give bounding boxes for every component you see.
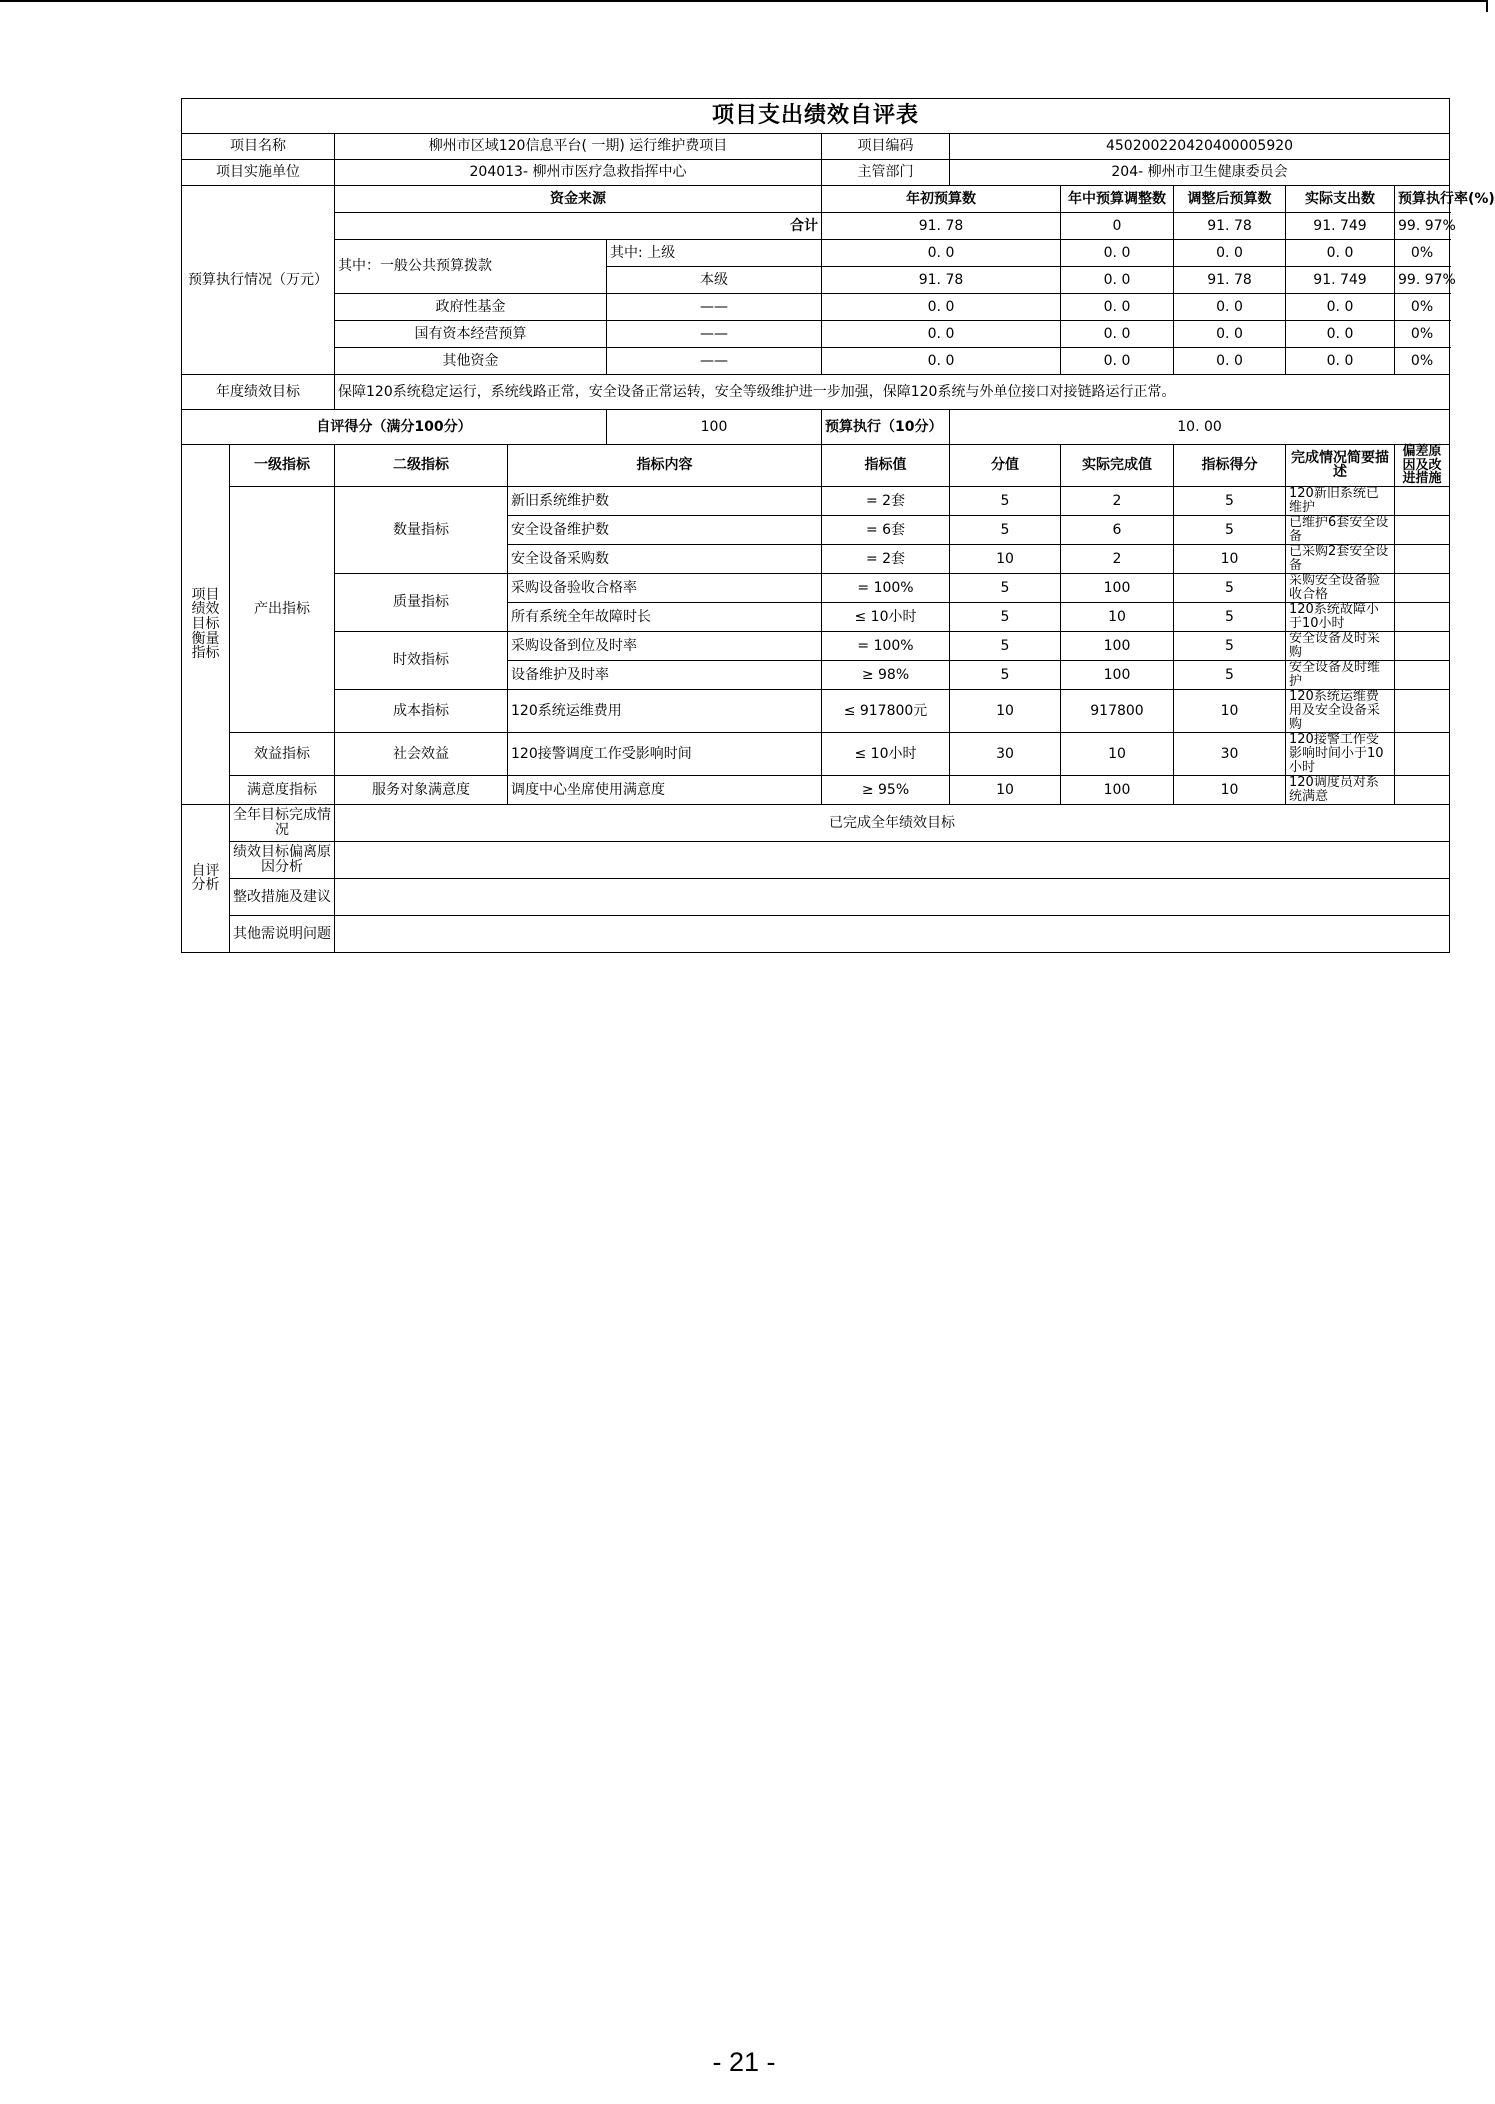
- self-score-label: 自评得分（满分100分）: [182, 410, 607, 445]
- indicator-deviation: [1395, 544, 1450, 573]
- budget-total-initial: 91. 78: [822, 213, 1061, 240]
- budget-upper-initial: 0. 0: [822, 240, 1061, 267]
- indicator-target: ≤ 917800元: [822, 689, 950, 732]
- budget-header-source: 资金来源: [335, 186, 822, 213]
- indicator-points: 5: [950, 515, 1061, 544]
- budget-header-adjusted: 调整后预算数: [1174, 186, 1286, 213]
- indicator-score: 5: [1174, 515, 1286, 544]
- project-name-value: 柳州市区域120信息平台( 一期) 运行维护费项目: [335, 134, 822, 160]
- self-score-value: 100: [607, 410, 822, 445]
- indicator-actual: 100: [1061, 573, 1174, 602]
- budget-upper-actual: 0. 0: [1286, 240, 1395, 267]
- indicator-score: 5: [1174, 573, 1286, 602]
- budget-upper-adjustment: 0. 0: [1061, 240, 1174, 267]
- indicator-target: = 2套: [822, 544, 950, 573]
- indicator-description: 120接警工作受影响时间小于10小时: [1286, 732, 1395, 775]
- indicator-description: 已维护6套安全设备: [1286, 515, 1395, 544]
- social-benefit-label: 社会效益: [335, 732, 508, 775]
- service-satisfaction-label: 服务对象满意度: [335, 775, 508, 804]
- project-code-label: 项目编码: [822, 134, 950, 160]
- completion-label: 全年目标完成情况: [230, 804, 335, 841]
- quantity-indicator-label: 数量指标: [335, 486, 508, 573]
- indicator-points: 5: [950, 660, 1061, 689]
- budget-local-label: 本级: [607, 267, 822, 294]
- ind-header-actual: 实际完成值: [1061, 445, 1174, 487]
- indicator-deviation: [1395, 631, 1450, 660]
- gov-fund-adjusted: 0. 0: [1174, 294, 1286, 321]
- indicator-description: 采购安全设备验收合格: [1286, 573, 1395, 602]
- indicator-content: 安全设备维护数: [508, 515, 822, 544]
- project-name-label: 项目名称: [182, 134, 335, 160]
- indicator-content: 所有系统全年故障时长: [508, 602, 822, 631]
- indicator-target: ≥ 98%: [822, 660, 950, 689]
- indicator-actual: 10: [1061, 602, 1174, 631]
- indicator-description: 120系统故障小于10小时: [1286, 602, 1395, 631]
- table-title: 项目支出绩效自评表: [182, 99, 1450, 134]
- other-fund-initial: 0. 0: [822, 348, 1061, 375]
- indicator-points: 5: [950, 602, 1061, 631]
- indicator-actual: 2: [1061, 486, 1174, 515]
- indicator-actual: 6: [1061, 515, 1174, 544]
- budget-local-actual: 91. 749: [1286, 267, 1395, 294]
- indicators-section-label: 项目绩效目标衡量指标: [182, 445, 230, 805]
- ind-header-target: 指标值: [822, 445, 950, 487]
- indicator-score: 10: [1174, 544, 1286, 573]
- competent-dept-label: 主管部门: [822, 160, 950, 186]
- budget-header-initial: 年初预算数: [822, 186, 1061, 213]
- indicator-target: = 6套: [822, 515, 950, 544]
- indicator-score: 10: [1174, 689, 1286, 732]
- soe-budget-adjustment: 0. 0: [1061, 321, 1174, 348]
- indicator-deviation: [1395, 660, 1450, 689]
- indicator-deviation: [1395, 486, 1450, 515]
- budget-total-rate: 99. 97%: [1395, 213, 1450, 240]
- gov-fund-adjustment: 0. 0: [1061, 294, 1174, 321]
- indicator-deviation: [1395, 573, 1450, 602]
- indicator-points: 10: [950, 775, 1061, 804]
- completion-value: 已完成全年绩效目标: [335, 804, 1450, 841]
- other-fund-actual: 0. 0: [1286, 348, 1395, 375]
- indicator-points: 5: [950, 486, 1061, 515]
- indicator-points: 5: [950, 631, 1061, 660]
- soe-budget-actual: 0. 0: [1286, 321, 1395, 348]
- timeliness-indicator-label: 时效指标: [335, 631, 508, 689]
- budget-total-label: 合计: [335, 213, 822, 240]
- corner-border-line: [1486, 0, 1488, 12]
- indicator-deviation: [1395, 775, 1450, 804]
- indicator-points: 10: [950, 544, 1061, 573]
- output-indicator-label: 产出指标: [230, 486, 335, 732]
- performance-self-evaluation-table: [181, 98, 1495, 953]
- indicator-description: 安全设备及时维护: [1286, 660, 1395, 689]
- budget-exec-value: 10. 00: [950, 410, 1450, 445]
- indicator-content: 采购设备到位及时率: [508, 631, 822, 660]
- budget-header-rate: 预算执行率(%): [1395, 186, 1450, 213]
- competent-dept-value: 204- 柳州市卫生健康委员会: [950, 160, 1450, 186]
- other-fund-rate: 0%: [1395, 348, 1450, 375]
- budget-upper-adjusted: 0. 0: [1174, 240, 1286, 267]
- indicator-target: = 2套: [822, 486, 950, 515]
- gov-fund-initial: 0. 0: [822, 294, 1061, 321]
- deviation-analysis-value: [335, 841, 1450, 878]
- budget-local-adjusted: 91. 78: [1174, 267, 1286, 294]
- cost-indicator-label: 成本指标: [335, 689, 508, 732]
- indicator-actual: 10: [1061, 732, 1174, 775]
- indicator-score: 30: [1174, 732, 1286, 775]
- indicator-deviation: [1395, 732, 1450, 775]
- page-number: - 21 -: [712, 2047, 776, 2077]
- indicator-actual: 917800: [1061, 689, 1174, 732]
- implementing-unit-label: 项目实施单位: [182, 160, 335, 186]
- gov-fund-dash: ——: [607, 294, 822, 321]
- indicator-points: 10: [950, 689, 1061, 732]
- budget-header-actual: 实际支出数: [1286, 186, 1395, 213]
- indicator-description: 已采购2套安全设备: [1286, 544, 1395, 573]
- annual-goal-text: 保障120系统稳定运行，系统线路正常，安全设备正常运转，安全等级维护进一步加强，保障120系统与外单位接口对接链路运行正常。: [335, 375, 1450, 410]
- other-fund-dash: ——: [607, 348, 822, 375]
- ind-header-score: 指标得分: [1174, 445, 1286, 487]
- ind-header-content: 指标内容: [508, 445, 822, 487]
- indicator-deviation: [1395, 515, 1450, 544]
- annual-goal-label: 年度绩效目标: [182, 375, 335, 410]
- indicator-points: 5: [950, 573, 1061, 602]
- indicator-target: = 100%: [822, 631, 950, 660]
- soe-budget-adjusted: 0. 0: [1174, 321, 1286, 348]
- other-issues-label: 其他需说明问题: [230, 915, 335, 952]
- indicator-description: 120调度员对系统满意: [1286, 775, 1395, 804]
- budget-total-adjustment: 0: [1061, 213, 1174, 240]
- gov-fund-actual: 0. 0: [1286, 294, 1395, 321]
- budget-total-adjusted: 91. 78: [1174, 213, 1286, 240]
- deviation-analysis-label: 绩效目标偏离原因分析: [230, 841, 335, 878]
- budget-header-adjustment: 年中预算调整数: [1061, 186, 1174, 213]
- ind-header-description: 完成情况简要描述: [1286, 445, 1395, 487]
- indicator-actual: 100: [1061, 631, 1174, 660]
- indicator-score: 10: [1174, 775, 1286, 804]
- budget-local-initial: 91. 78: [822, 267, 1061, 294]
- indicator-actual: 100: [1061, 775, 1174, 804]
- measures-value: [335, 878, 1450, 915]
- other-issues-value: [335, 915, 1450, 952]
- measures-label: 整改措施及建议: [230, 878, 335, 915]
- indicator-score: 5: [1174, 602, 1286, 631]
- ind-header-deviation: 偏差原因及改进措施: [1395, 445, 1450, 487]
- indicator-target: = 100%: [822, 573, 950, 602]
- indicator-points: 30: [950, 732, 1061, 775]
- indicator-content: 120系统运维费用: [508, 689, 822, 732]
- indicator-content: 120接警调度工作受影响时间: [508, 732, 822, 775]
- soe-budget-dash: ——: [607, 321, 822, 348]
- self-eval-section-label: 自评分析: [182, 804, 230, 952]
- soe-budget-label: 国有资本经营预算: [335, 321, 607, 348]
- indicator-deviation: [1395, 602, 1450, 631]
- indicator-score: 5: [1174, 631, 1286, 660]
- implementing-unit-value: 204013- 柳州市医疗急救指挥中心: [335, 160, 822, 186]
- budget-section-label: 预算执行情况（万元）: [182, 186, 335, 375]
- budget-local-adjustment: 0. 0: [1061, 267, 1174, 294]
- indicator-target: ≤ 10小时: [822, 732, 950, 775]
- benefit-indicator-label: 效益指标: [230, 732, 335, 775]
- indicator-target: ≥ 95%: [822, 775, 950, 804]
- satisfaction-indicator-label: 满意度指标: [230, 775, 335, 804]
- indicator-content: 设备维护及时率: [508, 660, 822, 689]
- indicator-content: 安全设备采购数: [508, 544, 822, 573]
- indicator-description: 120新旧系统已维护: [1286, 486, 1395, 515]
- budget-upper-rate: 0%: [1395, 240, 1450, 267]
- ind-header-level2: 二级指标: [335, 445, 508, 487]
- indicator-score: 5: [1174, 660, 1286, 689]
- indicator-content: 新旧系统维护数: [508, 486, 822, 515]
- indicator-actual: 2: [1061, 544, 1174, 573]
- indicator-content: 采购设备验收合格率: [508, 573, 822, 602]
- general-budget-label: 其中：一般公共预算拨款: [335, 240, 607, 294]
- indicator-actual: 100: [1061, 660, 1174, 689]
- indicator-description: 120系统运维费用及安全设备采购: [1286, 689, 1395, 732]
- indicator-description: 安全设备及时采购: [1286, 631, 1395, 660]
- gov-fund-label: 政府性基金: [335, 294, 607, 321]
- ind-header-level1: 一级指标: [230, 445, 335, 487]
- indicator-score: 5: [1174, 486, 1286, 515]
- indicator-target: ≤ 10小时: [822, 602, 950, 631]
- gov-fund-rate: 0%: [1395, 294, 1450, 321]
- budget-total-actual: 91. 749: [1286, 213, 1395, 240]
- indicator-content: 调度中心坐席使用满意度: [508, 775, 822, 804]
- other-fund-adjusted: 0. 0: [1174, 348, 1286, 375]
- budget-exec-label: 预算执行（10分）: [822, 410, 950, 445]
- other-fund-label: 其他资金: [335, 348, 607, 375]
- top-border-line: [0, 0, 1488, 2]
- quality-indicator-label: 质量指标: [335, 573, 508, 631]
- indicator-deviation: [1395, 689, 1450, 732]
- other-fund-adjustment: 0. 0: [1061, 348, 1174, 375]
- soe-budget-initial: 0. 0: [822, 321, 1061, 348]
- project-code-value: 450200220420400005920: [950, 134, 1450, 160]
- budget-local-rate: 99. 97%: [1395, 267, 1450, 294]
- ind-header-points: 分值: [950, 445, 1061, 487]
- budget-upper-label: 其中: 上级: [607, 240, 822, 267]
- soe-budget-rate: 0%: [1395, 321, 1450, 348]
